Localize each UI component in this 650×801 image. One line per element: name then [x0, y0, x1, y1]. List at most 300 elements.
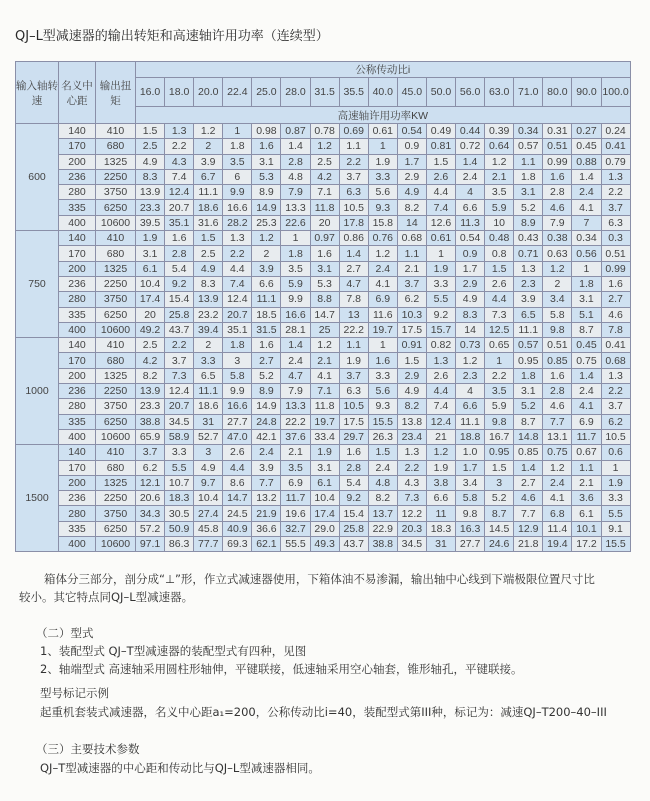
power-value-cell: 17.5 [339, 414, 368, 429]
ratio-header-cell: 35.5 [339, 78, 368, 107]
example-text: 起重机套装式减速器，名义中心距a₁=200，公称传动比i=40，装配型式第III种，标记为：减速QJ–T200–40–III [40, 705, 607, 719]
power-value-cell: 7.3 [165, 368, 194, 383]
power-value-cell: 86.3 [165, 537, 194, 552]
power-value-cell: 1.8 [572, 276, 601, 291]
table-row [16, 215, 631, 230]
power-value-cell: 1.3 [601, 169, 630, 184]
power-value-cell: 2.4 [252, 445, 281, 460]
power-value-cell: 15.4 [339, 506, 368, 521]
power-value-cell: 22.2 [339, 322, 368, 337]
power-value-cell: 3.1 [252, 154, 281, 169]
power-value-cell: 5.3 [310, 276, 339, 291]
power-value-cell: 2.4 [368, 261, 397, 276]
power-value-cell: 3.7 [601, 200, 630, 215]
center-distance-cell: 236 [59, 169, 96, 184]
power-value-cell: 10.7 [165, 475, 194, 490]
power-value-cell: 0.69 [339, 124, 368, 139]
power-value-cell: 3.1 [514, 384, 543, 399]
power-value-cell: 8.8 [310, 292, 339, 307]
power-value-cell: 11.6 [368, 307, 397, 322]
power-value-cell: 4.9 [397, 384, 426, 399]
power-value-cell: 1.3 [223, 231, 252, 246]
power-value-cell: 1.4 [339, 246, 368, 261]
power-value-cell: 9.2 [426, 307, 455, 322]
power-value-cell: 0.95 [485, 445, 514, 460]
power-value-cell: 0.85 [514, 445, 543, 460]
power-value-cell: 6.1 [136, 261, 165, 276]
power-value-cell: 6.9 [572, 414, 601, 429]
power-value-cell: 1.3 [165, 124, 194, 139]
power-value-cell: 9.8 [456, 506, 485, 521]
power-value-cell: 3.1 [310, 261, 339, 276]
power-value-cell: 17.2 [572, 537, 601, 552]
power-value-cell: 20.7 [223, 307, 252, 322]
power-value-cell: 4 [456, 384, 485, 399]
power-value-cell: 1.4 [514, 460, 543, 475]
power-value-cell: 4.1 [368, 276, 397, 291]
power-value-cell: 23.2 [194, 307, 223, 322]
power-value-cell: 20.3 [397, 521, 426, 536]
power-value-cell: 9.2 [165, 276, 194, 291]
table-row [16, 414, 631, 429]
power-value-cell: 35.1 [165, 215, 194, 230]
power-value-cell: 2.9 [397, 169, 426, 184]
power-value-cell: 2.4 [543, 475, 572, 490]
power-value-cell: 23.3 [136, 399, 165, 414]
power-value-cell: 0.9 [397, 139, 426, 154]
center-distance-cell: 400 [59, 322, 96, 337]
power-value-cell: 1.7 [397, 154, 426, 169]
power-value-cell: 6.9 [281, 475, 310, 490]
power-value-cell: 5.2 [485, 491, 514, 506]
power-value-cell: 14 [456, 322, 485, 337]
power-value-cell: 22.2 [281, 414, 310, 429]
power-value-cell: 3.5 [485, 185, 514, 200]
power-value-cell: 5.5 [165, 460, 194, 475]
power-value-cell: 7.4 [426, 399, 455, 414]
power-value-cell: 65.9 [136, 429, 165, 444]
power-value-cell: 1.9 [310, 445, 339, 460]
power-value-cell: 0.76 [368, 231, 397, 246]
power-value-cell: 12.6 [426, 215, 455, 230]
power-value-cell: 37.6 [281, 429, 310, 444]
power-value-cell: 11.1 [514, 322, 543, 337]
power-value-cell: 13.3 [281, 399, 310, 414]
power-value-cell: 1.9 [426, 261, 455, 276]
power-value-cell: 2.5 [310, 154, 339, 169]
power-value-cell: 2.4 [456, 169, 485, 184]
power-value-cell: 7 [572, 215, 601, 230]
center-distance-cell: 280 [59, 292, 96, 307]
output-torque-cell: 6250 [96, 200, 136, 215]
power-value-cell: 0.3 [601, 231, 630, 246]
power-value-cell: 2.1 [485, 169, 514, 184]
power-value-cell: 1.4 [281, 338, 310, 353]
power-value-cell: 5.5 [601, 506, 630, 521]
section-text: QJ–T型减速器的中心距和传动比与QJ–L型减速器相同。 [40, 761, 320, 775]
center-distance-cell: 140 [59, 445, 96, 460]
power-value-cell: 2.1 [572, 475, 601, 490]
table-row [16, 475, 631, 490]
output-torque-cell: 10600 [96, 215, 136, 230]
power-value-cell: 3.7 [136, 445, 165, 460]
power-value-cell: 1.6 [543, 368, 572, 383]
power-value-cell: 1.2 [543, 261, 572, 276]
power-value-cell: 4.6 [601, 307, 630, 322]
power-value-cell: 5.9 [485, 399, 514, 414]
output-torque-cell: 410 [96, 231, 136, 246]
power-value-cell: 6.3 [339, 185, 368, 200]
power-value-cell: 5.5 [426, 292, 455, 307]
power-value-cell: 1.7 [456, 460, 485, 475]
power-value-cell: 0.34 [514, 124, 543, 139]
ratio-header-cell: 45.0 [397, 78, 426, 107]
power-value-cell: 1.9 [339, 353, 368, 368]
power-value-cell: 25.3 [252, 215, 281, 230]
power-value-cell: 8.9 [252, 185, 281, 200]
output-torque-cell: 1325 [96, 261, 136, 276]
output-torque-cell: 3750 [96, 506, 136, 521]
table-row [16, 200, 631, 215]
power-value-cell: 7.4 [165, 169, 194, 184]
power-value-cell: 0.9 [456, 246, 485, 261]
power-value-cell: 43.7 [339, 537, 368, 552]
power-value-cell: 6.6 [252, 276, 281, 291]
output-torque-cell: 680 [96, 353, 136, 368]
ratio-header-cell: 56.0 [456, 78, 485, 107]
output-torque-cell: 1325 [96, 154, 136, 169]
power-value-cell: 2 [543, 276, 572, 291]
power-value-cell: 11.7 [572, 429, 601, 444]
power-value-cell: 7.3 [397, 491, 426, 506]
power-value-cell: 0.68 [397, 231, 426, 246]
power-value-cell: 9.9 [223, 384, 252, 399]
power-value-cell: 7.9 [281, 185, 310, 200]
power-value-cell: 5.1 [572, 307, 601, 322]
power-value-cell: 7.7 [543, 414, 572, 429]
power-value-cell: 3 [223, 353, 252, 368]
table-row [16, 338, 631, 353]
power-value-cell: 0.97 [310, 231, 339, 246]
power-value-cell: 8.2 [368, 491, 397, 506]
power-value-cell: 17.5 [397, 322, 426, 337]
power-value-cell: 0.75 [543, 445, 572, 460]
power-value-cell: 4.4 [485, 292, 514, 307]
power-value-cell: 0.67 [572, 445, 601, 460]
power-value-cell: 3.1 [514, 185, 543, 200]
power-value-cell: 8.3 [194, 276, 223, 291]
power-value-cell: 11.1 [252, 292, 281, 307]
center-distance-cell: 170 [59, 139, 96, 154]
power-value-cell: 1.1 [514, 154, 543, 169]
input-speed-cell: 750 [16, 231, 59, 338]
center-distance-cell: 335 [59, 307, 96, 322]
power-value-cell: 4.6 [514, 491, 543, 506]
power-value-cell: 3 [194, 445, 223, 460]
power-value-cell: 49.2 [136, 322, 165, 337]
power-value-cell: 0.82 [426, 338, 455, 353]
power-value-cell: 3.1 [572, 292, 601, 307]
power-value-cell: 4.4 [426, 185, 455, 200]
power-value-cell: 6.8 [543, 506, 572, 521]
power-value-cell: 52.7 [194, 429, 223, 444]
power-value-cell: 2 [194, 338, 223, 353]
power-value-cell: 8.3 [456, 307, 485, 322]
power-value-cell: 3.5 [485, 384, 514, 399]
power-value-cell: 2.9 [397, 368, 426, 383]
power-value-cell: 0.51 [543, 338, 572, 353]
power-value-cell: 17.4 [136, 292, 165, 307]
power-value-cell: 0.78 [310, 124, 339, 139]
power-value-cell: 36.6 [252, 521, 281, 536]
power-value-cell: 7.8 [339, 292, 368, 307]
power-value-cell: 1.0 [456, 445, 485, 460]
power-value-cell: 0.88 [572, 154, 601, 169]
power-value-cell: 32.7 [281, 521, 310, 536]
power-value-cell: 2.7 [339, 261, 368, 276]
power-value-cell: 23.3 [136, 200, 165, 215]
table-row [16, 246, 631, 261]
power-value-cell: 6.9 [368, 292, 397, 307]
power-value-cell: 2.3 [456, 368, 485, 383]
center-distance-cell: 140 [59, 338, 96, 353]
power-value-cell: 2.1 [397, 261, 426, 276]
power-value-cell: 0.38 [543, 231, 572, 246]
power-value-cell: 0.56 [572, 246, 601, 261]
power-value-cell: 6.5 [514, 307, 543, 322]
table-row [16, 231, 631, 246]
output-torque-cell: 3750 [96, 399, 136, 414]
power-value-cell: 2.8 [543, 384, 572, 399]
power-value-cell: 1.6 [252, 139, 281, 154]
power-value-cell: 12.4 [165, 384, 194, 399]
power-value-cell: 1 [572, 261, 601, 276]
power-value-cell: 58.9 [165, 429, 194, 444]
power-value-cell: 1.2 [485, 154, 514, 169]
power-value-cell: 4.8 [368, 475, 397, 490]
power-value-cell: 28.2 [223, 215, 252, 230]
power-value-cell: 12.5 [485, 322, 514, 337]
output-torque-cell: 410 [96, 445, 136, 460]
power-value-cell: 13.9 [194, 292, 223, 307]
power-value-cell: 2.2 [223, 246, 252, 261]
power-value-cell: 3.7 [397, 276, 426, 291]
power-value-cell: 10.3 [397, 307, 426, 322]
power-value-cell: 97.1 [136, 537, 165, 552]
power-value-cell: 3.9 [252, 261, 281, 276]
power-value-cell: 14.7 [223, 491, 252, 506]
output-torque-cell: 1325 [96, 368, 136, 383]
power-value-cell: 0.49 [426, 124, 455, 139]
power-value-cell: 1.2 [456, 353, 485, 368]
power-value-cell: 31.6 [194, 215, 223, 230]
power-value-cell: 4.7 [339, 276, 368, 291]
power-value-cell: 22.6 [281, 215, 310, 230]
power-value-cell: 10.5 [601, 429, 630, 444]
output-torque-cell: 2250 [96, 491, 136, 506]
power-value-cell: 34.3 [136, 506, 165, 521]
power-value-cell: 0.51 [543, 139, 572, 154]
power-value-cell: 1.2 [543, 460, 572, 475]
power-value-cell: 27.7 [456, 537, 485, 552]
ratio-header-cell: 28.0 [281, 78, 310, 107]
power-value-cell: 20.7 [165, 200, 194, 215]
power-value-cell: 2.7 [601, 292, 630, 307]
power-value-cell: 6.6 [426, 491, 455, 506]
power-value-cell: 25 [310, 322, 339, 337]
center-distance-cell: 280 [59, 506, 96, 521]
power-value-cell: 12.4 [426, 414, 455, 429]
table-row [16, 491, 631, 506]
power-value-cell: 14.9 [252, 200, 281, 215]
power-value-cell: 2.8 [281, 154, 310, 169]
power-value-cell: 4.4 [223, 460, 252, 475]
power-value-cell: 16.3 [456, 521, 485, 536]
power-value-cell: 0.8 [485, 246, 514, 261]
power-value-cell: 50.9 [165, 521, 194, 536]
power-value-cell: 18.5 [252, 307, 281, 322]
power-value-cell: 0.54 [397, 124, 426, 139]
power-value-cell: 1 [223, 124, 252, 139]
output-torque-cell: 3750 [96, 185, 136, 200]
power-value-cell: 2.2 [397, 460, 426, 475]
center-distance-cell: 200 [59, 154, 96, 169]
table-title: QJ–L型减速器的输出转矩和高速轴许用功率（连续型） [15, 29, 329, 44]
center-distance-cell: 170 [59, 460, 96, 475]
power-value-cell: 3.5 [223, 154, 252, 169]
power-value-cell: 42.1 [252, 429, 281, 444]
power-value-cell: 7.9 [543, 215, 572, 230]
output-torque-cell: 680 [96, 460, 136, 475]
power-value-cell: 28.1 [281, 322, 310, 337]
power-value-cell: 2.2 [165, 139, 194, 154]
center-distance-cell: 140 [59, 124, 96, 139]
power-value-cell: 13.1 [543, 429, 572, 444]
ratio-header-cell: 71.0 [514, 78, 543, 107]
power-value-cell: 1.9 [136, 231, 165, 246]
center-distance-cell: 236 [59, 276, 96, 291]
power-value-cell: 1.6 [310, 246, 339, 261]
ratio-header-cell: 22.4 [223, 78, 252, 107]
power-value-cell: 1 [368, 139, 397, 154]
power-value-cell: 3.9 [514, 292, 543, 307]
power-value-cell: 34.5 [165, 414, 194, 429]
power-value-cell: 1.3 [426, 353, 455, 368]
power-value-cell: 55.5 [281, 537, 310, 552]
output-torque-cell: 10600 [96, 322, 136, 337]
power-value-cell: 1.9 [426, 460, 455, 475]
power-value-cell: 0.45 [572, 338, 601, 353]
power-value-cell: 1.5 [485, 460, 514, 475]
power-value-cell: 5.9 [281, 276, 310, 291]
power-value-cell: 0.95 [514, 353, 543, 368]
power-value-cell: 4.9 [456, 292, 485, 307]
power-value-cell: 13.8 [397, 414, 426, 429]
power-value-cell: 6.3 [601, 215, 630, 230]
power-value-cell: 0.68 [601, 353, 630, 368]
power-value-cell: 0.61 [426, 231, 455, 246]
power-value-cell: 2.3 [514, 276, 543, 291]
power-value-cell: 19.6 [281, 506, 310, 521]
power-value-cell: 7.7 [252, 475, 281, 490]
power-value-cell: 4.6 [543, 200, 572, 215]
power-value-cell: 6.1 [310, 475, 339, 490]
power-value-cell: 0.39 [485, 124, 514, 139]
power-value-cell: 4.1 [310, 368, 339, 383]
power-value-cell: 14.7 [310, 307, 339, 322]
power-value-cell: 0.73 [456, 338, 485, 353]
power-value-cell: 1.8 [514, 169, 543, 184]
power-value-cell: 1.4 [281, 139, 310, 154]
power-value-cell: 0.63 [543, 246, 572, 261]
center-distance-cell: 170 [59, 353, 96, 368]
input-speed-cell: 1000 [16, 338, 59, 445]
power-value-cell: 2.2 [601, 384, 630, 399]
power-value-cell: 27.7 [223, 414, 252, 429]
power-value-cell: 10.4 [194, 491, 223, 506]
ratio-header-cell: 25.0 [252, 78, 281, 107]
ratio-header-cell: 16.0 [136, 78, 165, 107]
power-value-cell: 0.99 [543, 154, 572, 169]
power-value-cell: 1.5 [397, 353, 426, 368]
power-value-cell: 9.3 [368, 399, 397, 414]
table-row [16, 445, 631, 460]
table-row [16, 368, 631, 383]
power-value-cell: 30.5 [165, 506, 194, 521]
power-value-cell: 0.6 [601, 445, 630, 460]
power-value-cell: 0.43 [514, 231, 543, 246]
ratio-header-cell: 18.0 [165, 78, 194, 107]
table-row [16, 307, 631, 322]
torque-power-table [15, 61, 631, 552]
power-value-cell: 2.7 [252, 353, 281, 368]
table-row [16, 124, 631, 139]
section-title: （三）主要技术参数 [36, 742, 140, 756]
center-distance-cell: 335 [59, 414, 96, 429]
output-torque-cell: 2250 [96, 384, 136, 399]
power-value-cell: 5.8 [456, 491, 485, 506]
power-value-cell: 3.5 [281, 460, 310, 475]
power-value-cell: 3.3 [426, 276, 455, 291]
power-value-cell: 17.4 [310, 506, 339, 521]
power-value-cell: 0.81 [426, 139, 455, 154]
power-value-cell: 1.2 [426, 445, 455, 460]
power-value-cell: 0.72 [456, 139, 485, 154]
center-distance-cell: 236 [59, 491, 96, 506]
power-value-cell: 2.2 [339, 154, 368, 169]
power-value-cell: 1.1 [339, 139, 368, 154]
power-value-cell: 25.8 [339, 521, 368, 536]
table-row [16, 292, 631, 307]
power-value-cell: 22.9 [368, 521, 397, 536]
table-row [16, 506, 631, 521]
power-value-cell: 11 [426, 506, 455, 521]
power-value-cell: 38.8 [136, 414, 165, 429]
power-value-cell: 11.8 [310, 200, 339, 215]
ratio-header-cell: 100.0 [601, 78, 630, 107]
power-value-cell: 10.5 [339, 200, 368, 215]
power-value-cell: 5.8 [543, 307, 572, 322]
power-value-cell: 8.2 [136, 368, 165, 383]
power-value-cell: 1.3 [601, 368, 630, 383]
center-distance-cell: 200 [59, 475, 96, 490]
power-value-cell: 33.4 [310, 429, 339, 444]
power-value-cell: 4.4 [223, 261, 252, 276]
power-value-cell: 1.4 [572, 169, 601, 184]
power-value-cell: 12.4 [223, 292, 252, 307]
power-value-cell: 2.6 [485, 276, 514, 291]
power-value-cell: 2.7 [514, 475, 543, 490]
